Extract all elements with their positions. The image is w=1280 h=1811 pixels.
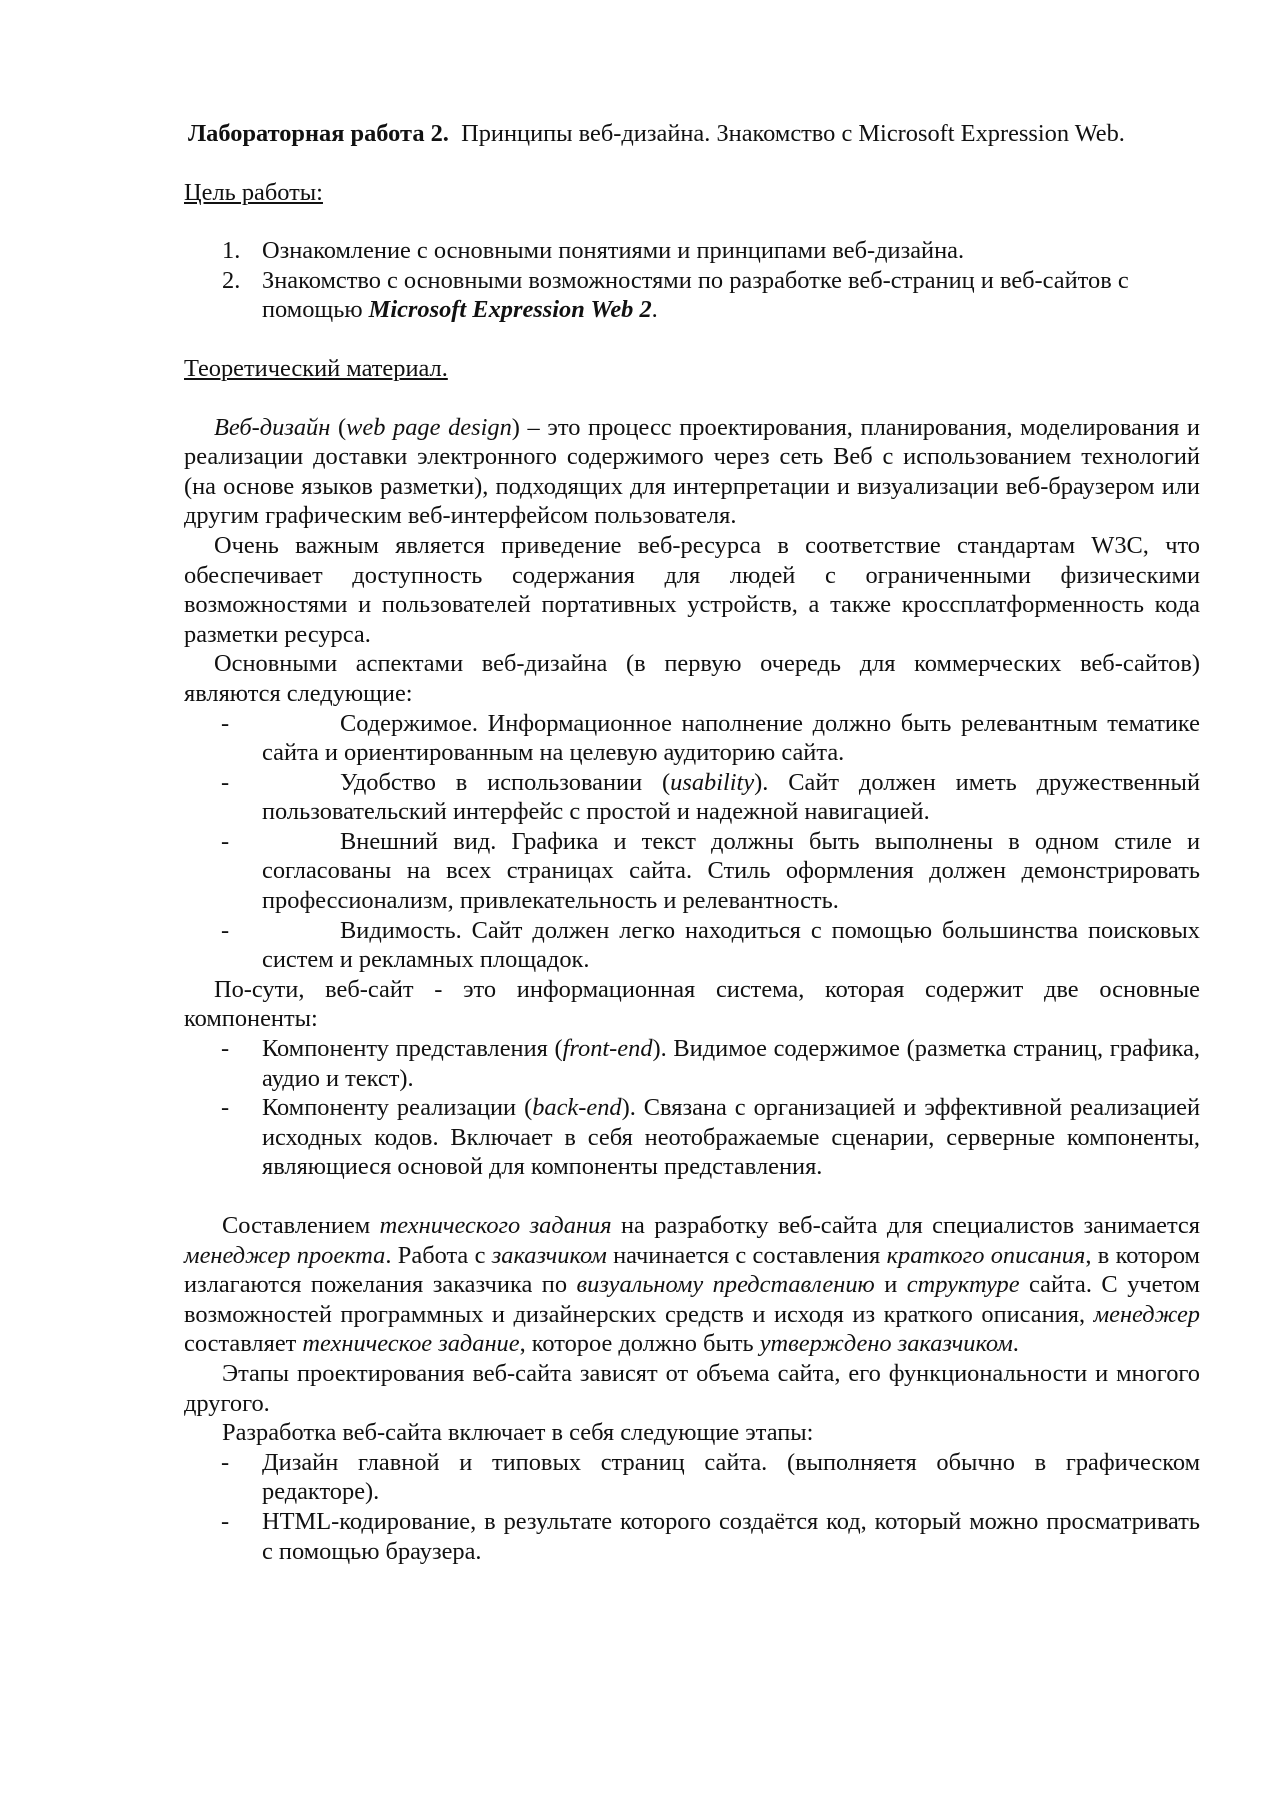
stage-item [184, 1448, 1200, 1507]
aspect-text-end: ). Сайт должен иметь дружественный пользовательский интерфейс с простой и надежной навигацией. [262, 768, 1200, 826]
component-item [184, 1034, 1200, 1093]
dash-bullet: - [221, 768, 230, 796]
w3c-paragraph: Очень важным является приведение веб-ресурса в соответствие стандартам W3C, что обеспечивает доступность содержания для людей с ограниченными физическими возможностями и пользователей портативных устройств, а также кроссплатформенность кода разметки ресурса. [184, 531, 1200, 648]
spec-text: , в котором излагаются пожелания заказчика по [184, 1241, 1200, 1299]
spec-emphasis: структуре [906, 1271, 1020, 1299]
spec-emphasis: визуальному представлению [576, 1271, 875, 1299]
components-intro: По-сути, веб-сайт - это информационная система, которая содержит две основные компоненты: [184, 975, 1200, 1033]
dash-bullet: - [221, 1035, 230, 1063]
development-intro: Разработка веб-сайта включает в себя следующие этапы: [222, 1419, 814, 1447]
spec-text: сайта. С учетом возможностей программных и дизайнерских средств и исходя из краткого описания, [184, 1271, 1200, 1328]
aspect-item [184, 768, 1200, 827]
component-text: Компоненту реализации ( [262, 1094, 533, 1122]
aspect-text: Содержимое. Информационное наполнение должно быть релевантным тематике сайта и ориентированным на целевую аудиторию сайта. [262, 709, 1200, 767]
aspect-text: Видимость. Сайт должен легко находиться с помощью большинства поисковых систем и рекламных площадок. [262, 916, 1200, 974]
dash-bullet: - [221, 1448, 230, 1476]
dash-bullet: - [221, 1507, 230, 1535]
aspect-item [184, 916, 1200, 975]
component-emphasis: front-end [562, 1035, 653, 1063]
component-text-end: ). Видимое содержимое (разметка страниц, графика, аудио и текст). [262, 1035, 1200, 1092]
spec-emphasis: менеджер [1093, 1300, 1200, 1328]
aspects-list [184, 709, 1200, 975]
theory-heading: Теоретический материал. [184, 354, 448, 382]
spec-text: составляет [184, 1330, 303, 1358]
dash-bullet: - [221, 827, 230, 855]
dash-bullet: - [221, 1094, 230, 1122]
spec-emphasis: менеджер проекта [184, 1241, 386, 1269]
aspect-text: Внешний вид. Графика и текст должны быть выполнены в одном стиле и согласованы на всех страницах сайта. Стиль оформления должен демонстрировать профессионализм, привлекательность и релевантность. [262, 827, 1200, 915]
dash-bullet: - [221, 709, 230, 737]
dash-bullet: - [221, 916, 230, 944]
spec-text: . [1012, 1330, 1019, 1358]
spec-emphasis: технического задания [379, 1212, 612, 1239]
component-item [184, 1093, 1200, 1182]
goal-text-end: . [651, 296, 658, 324]
spec-emphasis: заказчиком [491, 1241, 607, 1269]
goal-text: Ознакомление с основными понятиями и принципами веб-дизайна. [262, 237, 965, 265]
aspect-text: Удобство в использовании ( [340, 768, 671, 796]
spec-text: на разработку веб-сайта для специалистов занимается [611, 1212, 1200, 1239]
page-title [188, 119, 1200, 149]
term: Веб-дизайн [214, 413, 331, 441]
stage-text: HTML-кодирование, в результате которого создаётся код, который можно просматривать с помощью браузера. [262, 1507, 1200, 1565]
spec-text: Составлением [222, 1212, 380, 1239]
definition-paragraph [184, 413, 1200, 531]
spec-emphasis: утверждено заказчиком [759, 1330, 1013, 1358]
component-text-end: ). Связана с организацией и эффективной реализацией исходных кодов. Включает в себя неотображаемые сценарии, серверные компоненты, являющиеся основой для компоненты представления. [262, 1094, 1200, 1181]
goal-emphasis: Microsoft Expression Web 2 [368, 296, 652, 324]
term-english: web page design [346, 413, 512, 441]
goal-item [184, 236, 1200, 266]
component-text: Компоненту представления ( [262, 1035, 563, 1063]
paren: ( [330, 413, 347, 441]
components-list [184, 1034, 1200, 1182]
aspect-item [184, 827, 1200, 916]
spec-emphasis: техническое задание [302, 1330, 520, 1358]
title-bold: Лабораторная работа 2. [188, 120, 449, 147]
definition-text: ) – это процесс проектирования, планирования, моделирования и реализации доставки электронного содержимого через сеть Веб с использованием технологий (на основе языков разметки), подходящих для интерпретации и визуализации веб-браузером или другим графическим веб-интерфейсом пользователя. [184, 413, 1200, 530]
aspects-intro: Основными аспектами веб-дизайна (в первую очередь для коммерческих веб-сайтов) являются следующие: [184, 650, 1200, 707]
spec-emphasis: краткого описания [886, 1241, 1086, 1269]
development-stages-list [184, 1448, 1200, 1566]
component-emphasis: back-end [532, 1094, 622, 1122]
spec-text: . Работа с [385, 1241, 492, 1269]
goal-heading: Цель работы: [184, 178, 323, 206]
goal-number: 1. [222, 237, 241, 265]
aspect-emphasis: usability [670, 768, 755, 796]
goals-list [184, 236, 1200, 325]
stages-paragraph: Этапы проектирования веб-сайта зависят от объема сайта, его функциональности и многого другого. [184, 1359, 1200, 1417]
spec-text: , которое должно быть [519, 1330, 760, 1358]
goal-number: 2. [222, 266, 241, 294]
stage-text: Дизайн главной и типовых страниц сайта. (выполняетя обычно в графическом редакторе). [262, 1448, 1200, 1506]
spec-text: и [874, 1271, 907, 1299]
stage-item [184, 1507, 1200, 1566]
specification-paragraph [184, 1211, 1200, 1359]
goal-item [184, 266, 1200, 325]
spec-text: начинается с составления [606, 1241, 887, 1269]
title-rest: Принципы веб-дизайна. Знакомство с Microsoft Expression Web. [461, 120, 1125, 147]
goal-text: Знакомство с основными возможностями по разработке веб-страниц и веб-сайтов с помощью [262, 266, 1129, 324]
aspect-item [184, 709, 1200, 768]
